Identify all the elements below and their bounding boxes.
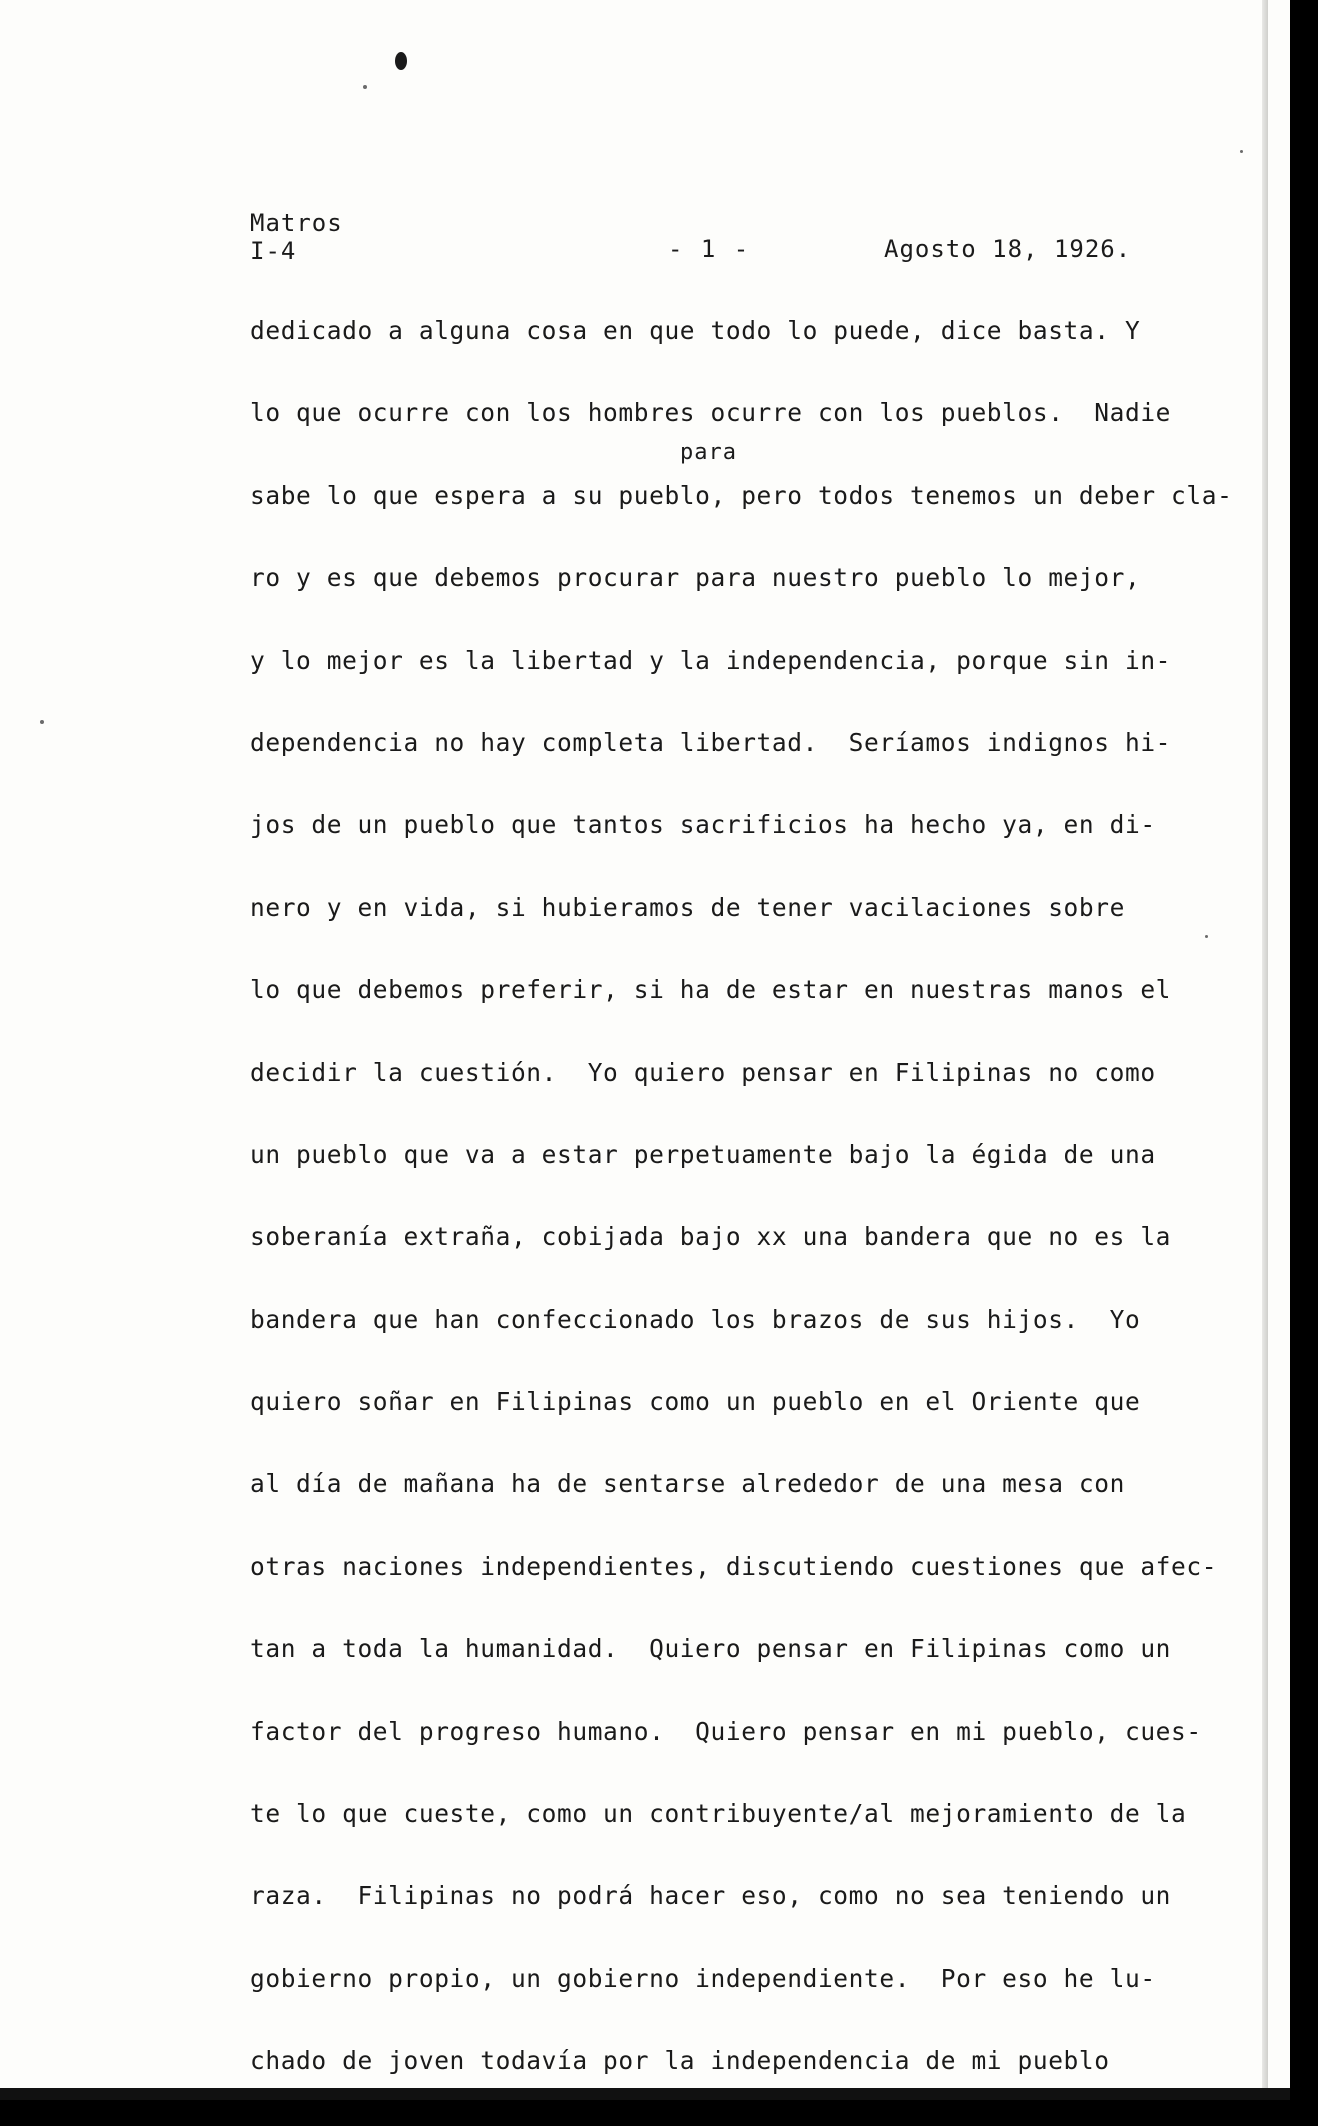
text-line: un pueblo que va a estar perpetuamente bajo la égida de una <box>250 1139 1156 1169</box>
text-line: quiero soñar en Filipinas como un pueblo en el Oriente que <box>250 1387 1141 1417</box>
text-line: gobierno propio, un gobierno independiente. Por eso he lu- <box>250 1963 1156 1993</box>
paper-speck <box>1240 150 1243 153</box>
text-line: decidir la cuestión. Yo quiero pensar en Filipinas no como <box>250 1057 1156 1087</box>
text-line: nero y en vida, si hubieramos de tener vacilaciones sobre <box>250 892 1125 922</box>
page-number: - 1 - <box>668 235 751 263</box>
text-line: al día de mañana ha de sentarse alrededor de una mesa con <box>250 1469 1125 1499</box>
text-line: y lo mejor es la libertad y la independencia, porque sin in- <box>250 645 1172 675</box>
text-line: bandera que han confeccionado los brazos de sus hijos. Yo <box>250 1304 1141 1334</box>
paper-speck <box>363 85 367 89</box>
interlinear-insertion: para <box>680 440 737 465</box>
text-line: factor del progreso humano. Quiero pensar en mi pueblo, cues- <box>250 1716 1202 1746</box>
body-text <box>250 313 1260 2126</box>
text-line: lo que debemos preferir, si ha de estar en nuestras manos el <box>250 975 1172 1005</box>
text-line: jos de un pueblo que tantos sacrificios ha hecho ya, en di- <box>250 810 1156 840</box>
text-line: otras naciones independientes, discutiendo cuestiones que afec- <box>250 1551 1218 1581</box>
reference-code: I-4 <box>250 237 297 265</box>
scan-border <box>0 2088 1290 2100</box>
punch-mark <box>395 52 407 70</box>
text-line: te lo que cueste, como un contribuyente/al mejoramiento de la <box>250 1799 1187 1829</box>
document-date: Agosto 18, 1926. <box>884 235 1132 263</box>
text-line: lo que ocurre con los hombres ocurre con los pueblos. Nadie <box>250 398 1172 428</box>
text-line: sabe lo que espera a su pueblo, pero todos tenemos un deber cla- <box>250 480 1233 510</box>
text-line: ro y es que debemos procurar para nuestro pueblo lo mejor, <box>250 563 1141 593</box>
text-line: chado de joven todavía por la independencia de mi pueblo <box>250 2046 1110 2076</box>
page-edge <box>1262 0 1268 2100</box>
text-line: tan a toda la humanidad. Quiero pensar en Filipinas como un <box>250 1634 1172 1664</box>
paper-speck <box>40 720 44 724</box>
text-line: dedicado a alguna cosa en que todo lo puede, dice basta. Y <box>250 316 1141 345</box>
text-line: dependencia no hay completa libertad. Seríamos indignos hi- <box>250 727 1172 757</box>
author-name: Matros <box>250 209 343 237</box>
document-header-left <box>250 210 343 266</box>
text-line: raza. Filipinas no podrá hacer eso, como no sea teniendo un <box>250 1881 1172 1911</box>
text-line: soberanía extraña, cobijada bajo xx una bandera que no es la <box>250 1222 1172 1252</box>
